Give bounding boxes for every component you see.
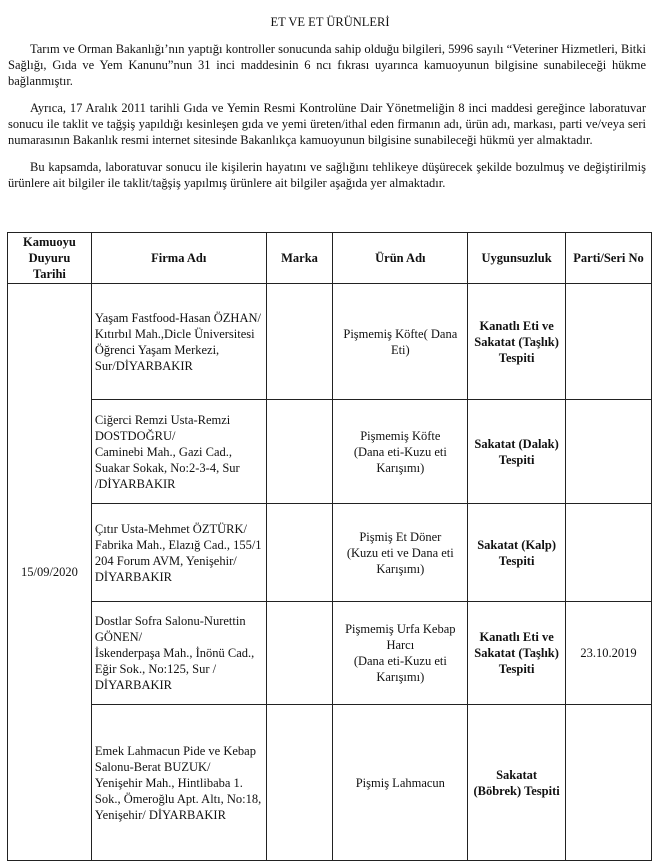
header-brand: Marka xyxy=(266,233,333,284)
products-table xyxy=(7,232,652,861)
header-nonconformity: Uygunsuzluk xyxy=(468,233,566,284)
firm-name-cell: Ciğerci Remzi Usta-Remzi DOSTDOĞRU/ Caminebi Mah., Gazi Cad., Suakar Sokak, No:2-3-4, Sur /DİYARBAKIR xyxy=(91,400,266,504)
nonconformity-cell: Sakatat (Kalp) Tespiti xyxy=(468,504,566,602)
intro-paragraph-3: Bu kapsamda, laboratuvar sonucu ile kişilerin hayatını ve sağlığını tehlikeye düşürecek şekilde bozulmuş ve değiştirilmiş ürünlere ait bilgiler ile taklit/tağşiş yapılmış ürünlere ait bilgiler aşağıda yer almaktadır. xyxy=(8,160,646,190)
nonconformity-cell: Sakatat (Dalak) Tespiti xyxy=(468,400,566,504)
intro-paragraph-1: Tarım ve Orman Bakanlığı’nın yaptığı kontroller sonucunda sahip olduğu bilgileri, 5996 sayılı “Veteriner Hizmetleri, Bitki Sağlığı, Gıda ve Yem Kanunu”nun 31 inci maddesinin 6 ncı fıkrası uyarınca kamuoyunun bilgisine sunabileceği hükme bağlanmıştır. xyxy=(8,42,646,88)
header-batch-no: Parti/Seri No xyxy=(566,233,652,284)
brand-cell xyxy=(266,284,333,400)
product-name-cell: Pişmemiş Köfte (Dana eti-Kuzu eti Karışımı) xyxy=(333,400,468,504)
firm-name-cell: Çıtır Usta-Mehmet ÖZTÜRK/ Fabrika Mah., Elazığ Cad., 155/1 204 Forum AVM, Yenişehir/ DİYARBAKIR xyxy=(91,504,266,602)
nonconformity-cell: Kanatlı Eti ve Sakatat (Taşlık) Tespiti xyxy=(468,602,566,705)
product-name-cell: Pişmemiş Köfte( Dana Eti) xyxy=(333,284,468,400)
nonconformity-cell: Sakatat (Böbrek) Tespiti xyxy=(468,705,566,861)
brand-cell xyxy=(266,705,333,861)
batch-no-cell xyxy=(566,284,652,400)
table-row xyxy=(8,400,652,504)
firm-name-cell: Dostlar Sofra Salonu-Nurettin GÖNEN/ İskenderpaşa Mah., İnönü Cad., Eğir Sok., No:125, Sur / DİYARBAKIR xyxy=(91,602,266,705)
firm-name-cell: Yaşam Fastfood-Hasan ÖZHAN/ Kıtırbıl Mah.,Dicle Üniversitesi Öğrenci Yaşam Merkezi, Sur/DİYARBAKIR xyxy=(91,284,266,400)
table-row xyxy=(8,602,652,705)
header-firm-name: Firma Adı xyxy=(91,233,266,284)
product-name-cell: Pişmiş Et Döner (Kuzu eti ve Dana eti Karışımı) xyxy=(333,504,468,602)
table-header-row xyxy=(8,233,652,284)
brand-cell xyxy=(266,400,333,504)
batch-no-cell: 23.10.2019 xyxy=(566,602,652,705)
brand-cell xyxy=(266,504,333,602)
header-announcement-date: Kamuoyu Duyuru Tarihi xyxy=(8,233,92,284)
nonconformity-cell: Kanatlı Eti ve Sakatat (Taşlık) Tespiti xyxy=(468,284,566,400)
intro-paragraph-2: Ayrıca, 17 Aralık 2011 tarihli Gıda ve Yemin Resmi Kontrolüne Dair Yönetmeliğin 8 inci maddesi gereğince laboratuvar sonucu ile taklit ve tağşiş yapıldığı kesinleşen gıda ve yemi üreten/ithal eden firmanın adı, ürün adı, markası, parti ve/veya seri numarasının Bakanlık resmi internet sitesinde Bakanlıkça kamuoyunun bilgisine sunabileceği hükmü yer almaktadır. xyxy=(8,101,646,147)
batch-no-cell xyxy=(566,705,652,861)
table-row xyxy=(8,284,652,400)
brand-cell xyxy=(266,602,333,705)
product-name-cell: Pişmiş Lahmacun xyxy=(333,705,468,861)
product-name-cell: Pişmemiş Urfa Kebap Harcı (Dana eti-Kuzu eti Karışımı) xyxy=(333,602,468,705)
document-title: ET VE ET ÜRÜNLERİ xyxy=(270,15,390,29)
firm-name-cell: Emek Lahmacun Pide ve Kebap Salonu-Berat BUZUK/ Yenişehir Mah., Hintlibaba 1. Sok., Ömeroğlu Apt. Altı, No:18, Yenişehir/ DİYARBAKIR xyxy=(91,705,266,861)
table-row xyxy=(8,504,652,602)
batch-no-cell xyxy=(566,504,652,602)
batch-no-cell xyxy=(566,400,652,504)
announcement-date-cell: 15/09/2020 xyxy=(8,284,92,861)
header-product-name: Ürün Adı xyxy=(333,233,468,284)
table-row xyxy=(8,705,652,861)
